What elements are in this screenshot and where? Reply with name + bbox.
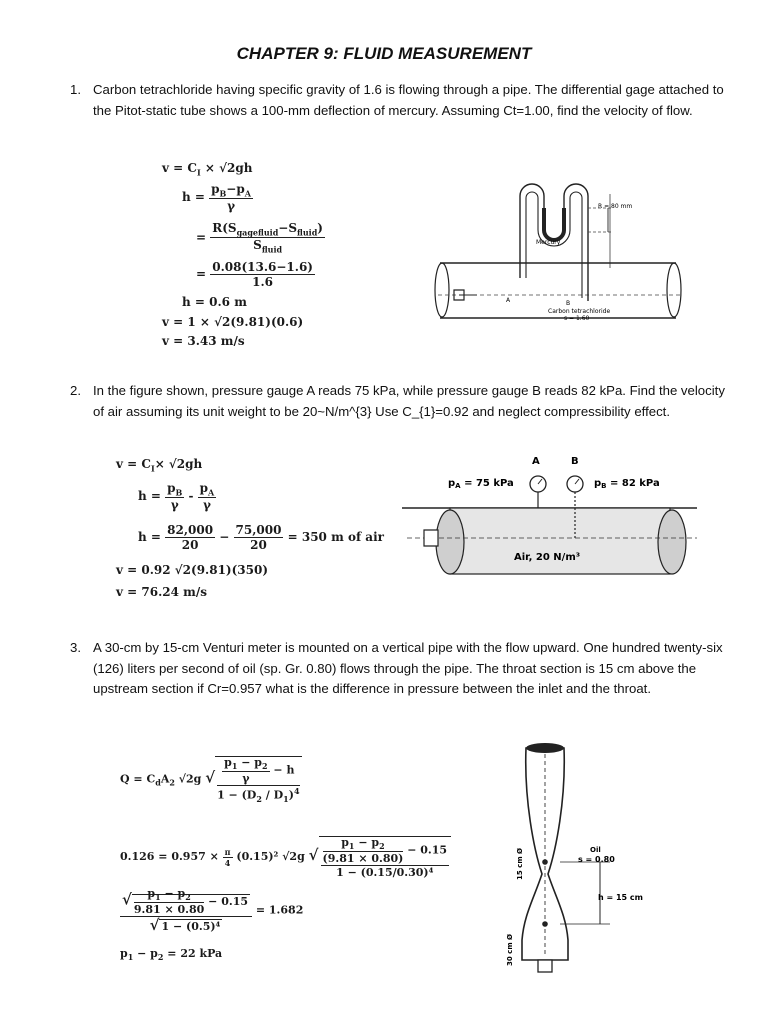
sol-line: v = C (162, 161, 197, 175)
throat-tap (542, 859, 548, 865)
problem-3 (70, 638, 730, 700)
sol-frac-num: p (211, 182, 220, 196)
sol-frac-den: γ (242, 772, 250, 786)
sol-line: = (196, 267, 211, 281)
sol-line: = 1.682 (255, 903, 304, 917)
pipe-left-end (436, 510, 464, 574)
sol-frac-den: 1 − (0.15/0.30)⁴ (336, 866, 434, 880)
venturi-bottom-flange (538, 960, 552, 972)
inlet-diameter-label: 30 cm Ø (506, 933, 514, 966)
oil-sg-label: s = 0.80 (578, 855, 615, 864)
mercury-label: Mercury (536, 239, 561, 246)
sol-line: 0.126 = 0.957 × (120, 850, 223, 864)
sol-frac-den: 9.81 × 0.80 (133, 903, 205, 917)
sol-line: = 22 kPa (163, 947, 223, 960)
sol-frac-den: (9.81 × 0.80) (322, 852, 404, 866)
sol-line: √2g (178, 772, 202, 786)
pitot-nose (424, 530, 438, 546)
inlet-tap (542, 921, 548, 927)
venturi-top-opening (526, 743, 564, 753)
solution-1: $v = C_I \times √2gh$ h = $\frac{p_B-p_A}{\gamma}$ = $\frac{R(S_{gagefluid}-S_{fluid})}{S_{fluid}}$ = $\frac{0.08(13.6-1.6)}{1.6}$ h = 0.6 m v = 1 × √2(9.81)(0.6) v = 3.43 m/s (162, 161, 323, 348)
air-pipe-figure (402, 450, 697, 590)
problem-number: 1. (70, 82, 81, 97)
problem-text: In the figure shown, pressure gauge A reads 75 kPa, while pressure gauge B reads 82 kPa. Find the velocity of air assuming its unit weight to be 20~N/m^{3} Use C_{1}=0.92 and neglect compressibility effect. (93, 383, 725, 419)
sol-sub: I (150, 463, 155, 474)
sol-frac-den: 20 (250, 538, 267, 552)
sol-line: × √2gh (154, 457, 203, 471)
sol-frac-den: 1 − (0.5)⁴ (161, 920, 221, 934)
throat-diameter-label: 15 cm Ø (516, 847, 524, 880)
problem-1 (70, 80, 730, 121)
sg-label: s = 1.60 (564, 315, 590, 322)
pb-label: $p_B = 82$ kPa (594, 478, 660, 490)
sol-line: h = 0.6 m (182, 295, 247, 309)
sol-line: h = (182, 190, 210, 205)
problem-2 (70, 381, 730, 422)
sol-frac-num: 82,000 (167, 523, 214, 537)
sol-frac-num: 75,000 (235, 523, 282, 537)
point-a-label: A (506, 297, 511, 304)
sol-frac-den: 1.6 (252, 275, 274, 289)
solution-2: $v = C_I\times √2gh$ h = $\frac{p_B}{\gamma}$ - $\frac{p_A}{\gamma}$ h = $\frac{82,000}{20}$ − $\frac{75,000}{20}$ = 350 m of air v = 0.92 √2(9.81)(350) v = 76.24 m/s (116, 457, 384, 599)
gauge-a-label: A (532, 456, 540, 467)
venturi-figure (500, 740, 650, 980)
sol-frac-num: p (224, 756, 232, 769)
pa-label: $p_A = 75$ kPa (448, 478, 514, 490)
sol-line: v = C (116, 457, 151, 471)
problem-text: A 30-cm by 15-cm Venturi meter is mounted on a vertical pipe with the flow upward. One hundred twenty-six (126) liters per second of oil (sp. Gr. 0.80) flows through the pipe. The throat section is 15 cm above the upstream section if Cr=0.957 what is the difference in pressure between the inlet and the throat. (93, 640, 723, 696)
pipe-right-end (667, 263, 681, 317)
sol-line: v = 1 × √2(9.81)(0.6) (162, 315, 304, 329)
sol-line: − 0.15 (407, 843, 448, 857)
pipe-body (450, 508, 670, 574)
sol-line: v = 76.24 m/s (116, 585, 207, 599)
problem-number: 2. (70, 383, 81, 398)
mercury-column (544, 208, 564, 240)
sol-line: = 350 m of air (287, 530, 384, 544)
sol-line: − h (273, 763, 295, 777)
fluid-label: Carbon tetrachloride (548, 308, 611, 315)
sol-line: v = 3.43 m/s (162, 334, 245, 348)
sol-line: A (160, 772, 170, 786)
sol-line: = (196, 230, 211, 245)
pitot-tube-figure (438, 168, 683, 338)
sol-frac-den: 1 − (D (217, 788, 257, 802)
r-label: R = 80 mm (598, 203, 633, 210)
sol-frac-num: p (341, 836, 349, 849)
sol-frac-den: 20 (181, 538, 199, 552)
point-b-label: B (566, 300, 571, 307)
problem-text: Carbon tetrachloride having specific gravity of 1.6 is flowing through a pipe. The differential gage attached to the Pitot-static tube shows a 100-mm deflection of mercury. Assuming Ct=1.00, find the velocity of flow. (93, 82, 724, 118)
problem-number: 3. (70, 640, 81, 655)
sol-frac-num: 0.08(13.6−1.6) (212, 260, 313, 274)
sol-line: h = (138, 530, 166, 544)
sol-line: − 0.15 (208, 894, 249, 908)
pipe-left-end (435, 263, 449, 317)
sol-line: Q = C (120, 772, 156, 786)
sol-line: (0.15)² √2g (236, 850, 305, 864)
page-title: CHAPTER 9: FLUID MEASUREMENT (236, 44, 532, 63)
oil-label: Oil (590, 846, 601, 854)
sol-sub: I (196, 167, 201, 178)
solution-3: $Q = C_dA_2$ √2g √ $\frac{p_1 - p_2}{\gamma}$ − h $1 - (D_2 / D_1)^4$ 0.126 = 0.957 × $\frac{\pi}{4}$ (0.15)² √2g √ $\frac{p_1 - p_2}{(9.81 \times 0.80)}$ − 0.15 1 − (0.15/0.30)⁴ √ $\frac{p_1 - p_2}{9.81 \times 0.80}$ − 0.15 √ 1 − (0.5)⁴ = 1.682 $p_1 - p_2 = 22$ kPa (120, 742, 430, 967)
air-label: Air, 20 N/m³ (514, 552, 581, 563)
gauge-b-label: B (571, 456, 579, 467)
sol-line: × √2gh (200, 161, 253, 175)
sol-line: p (120, 947, 128, 960)
pipe-right-end (658, 510, 686, 574)
sol-line: v = 0.92 √2(9.81)(350) (116, 563, 269, 577)
h-label: h = 15 cm (598, 893, 643, 902)
